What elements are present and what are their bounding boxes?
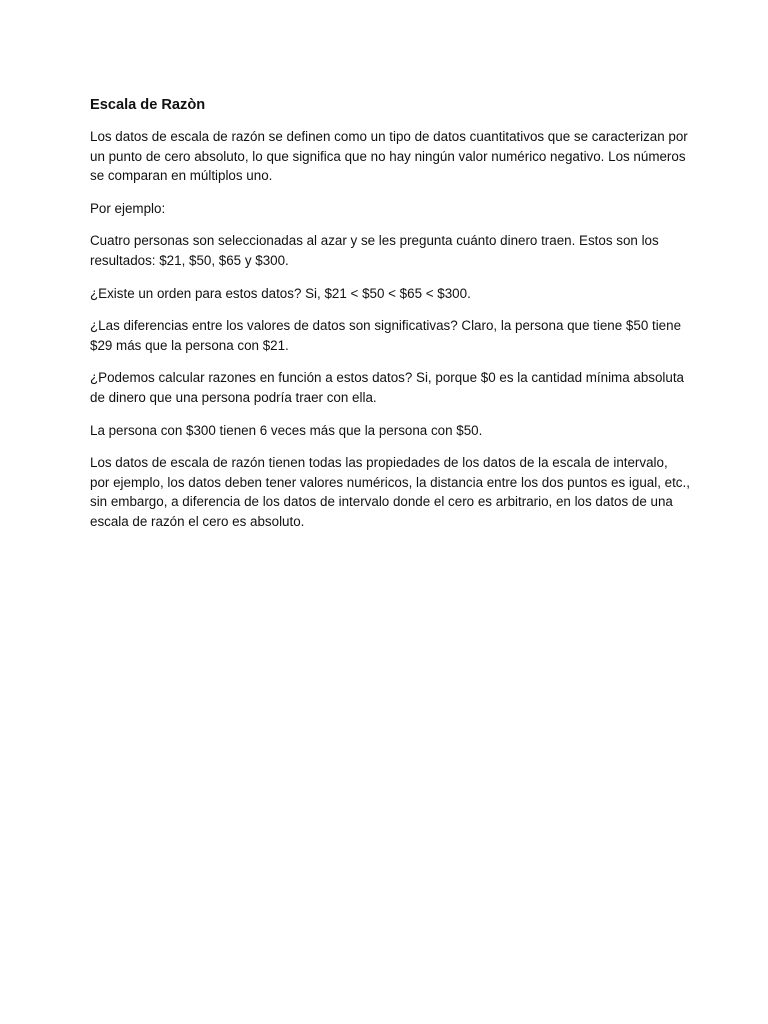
paragraph-example-data: Cuatro personas son seleccionadas al azar y se les pregunta cuánto dinero traen. Estos son los resultados: $21, $50, $65 y $300.: [90, 233, 659, 268]
paragraph-ratios-question: ¿Podemos calcular razones en función a estos datos? Si, porque $0 es la cantidad mínima absoluta de dinero que una persona podría traer con ella.: [90, 370, 685, 405]
paragraph-example-intro: Por ejemplo:: [90, 200, 166, 216]
document-body: [90, 95, 690, 545]
paragraph-differences-question: ¿Las diferencias entre los valores de datos son significativas? Claro, la persona que tiene $50 tiene $29 más que la persona con $21.: [90, 318, 682, 353]
paragraph-definition: Los datos de escala de razón se definen como un tipo de datos cuantitativos que se caracterizan por un punto de cero absoluto, lo que significa que no hay ningún valor numérico negativo. Los números se comparan en múltiplos uno.: [90, 129, 688, 184]
paragraph-order-question: ¿Existe un orden para estos datos? Si, $21 < $50 < $65 < $300.: [90, 285, 471, 301]
paragraph-ratio-example: La persona con $300 tienen 6 veces más que la persona con $50.: [90, 422, 483, 438]
document-title: Escala de Razòn: [90, 97, 206, 113]
paragraph-conclusion: Los datos de escala de razón tienen todas las propiedades de los datos de la escala de intervalo, por ejemplo, los datos deben tener valores numéricos, la distancia entre los dos puntos es igual, etc., sin embargo, a diferencia de los datos de intervalo donde el cero es arbitrario, en los datos de una escala de razón el cero es absoluto.: [90, 455, 690, 529]
